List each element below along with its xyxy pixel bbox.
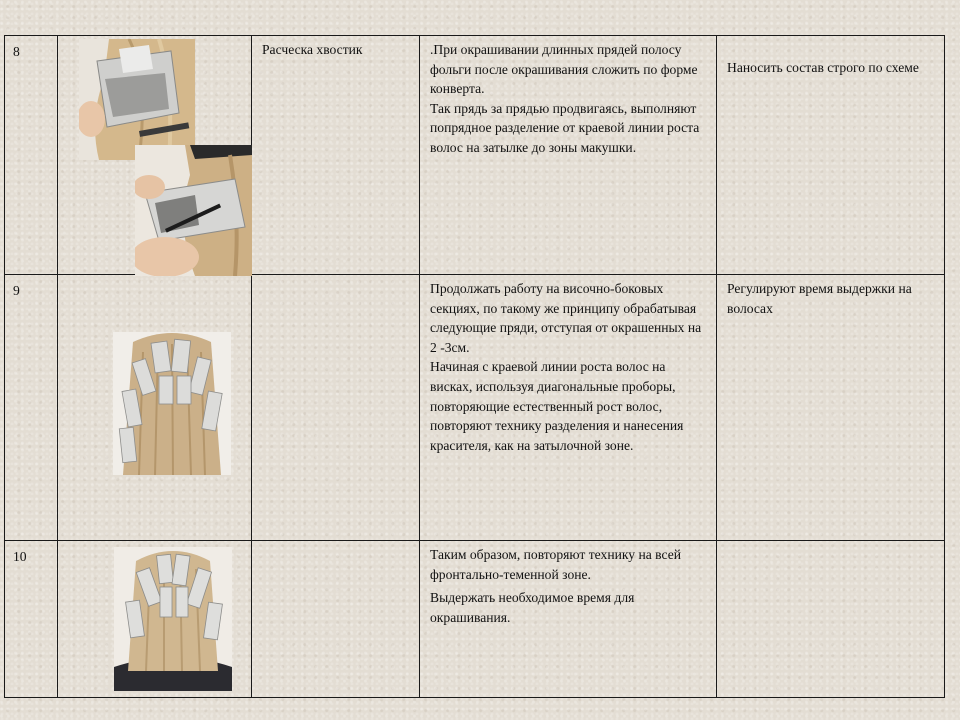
step-tool xyxy=(252,275,420,541)
description-paragraph: Выдержать необходимое время для окрашивания. xyxy=(430,590,635,625)
foils-back-photo xyxy=(113,332,231,475)
step-description xyxy=(420,275,717,541)
step-description xyxy=(420,36,717,275)
step-note xyxy=(717,541,945,698)
table-row xyxy=(5,541,945,698)
step-note: Наносить состав строго по схеме xyxy=(717,36,945,275)
step-number: 10 xyxy=(5,541,58,698)
step-number: 9 xyxy=(5,275,58,541)
step-number: 8 xyxy=(5,36,58,275)
description-paragraph: Начиная с краевой линии роста волос на висках, используя диагональные проборы, повторяющие естественный рост волос, повторяют технику разделения и нанесения красителя, как на затылочной зоне. xyxy=(430,359,684,453)
step-tool xyxy=(252,541,420,698)
step-image-cell xyxy=(58,541,252,698)
description-paragraph: .При окрашивании длинных прядей полосу фольги после окрашивания сложить по форме конверта. xyxy=(430,42,698,97)
step-note: Регулируют время выдержки на волосах xyxy=(717,275,945,541)
description-paragraph: Таким образом, повторяют технику на всей фронтально-теменной зоне. xyxy=(430,547,682,582)
foil-fold-photo xyxy=(135,145,252,276)
step-description xyxy=(420,541,717,698)
description-paragraph: Так прядь за прядью продвигаясь, выполняют попрядное разделение от краевой линии роста волос на затылке до зоны макушки. xyxy=(430,100,700,155)
table-row xyxy=(5,36,945,275)
step-image-cell xyxy=(58,36,252,275)
step-image-cell xyxy=(58,275,252,541)
procedure-table xyxy=(4,35,945,698)
table-row xyxy=(5,275,945,541)
step-tool: Расческа хвостик xyxy=(252,36,420,275)
foil-wrap-photo xyxy=(79,39,195,160)
foils-front-photo xyxy=(114,547,232,691)
description-paragraph: Продолжать работу на височно-боковых секциях, по такому же принципу обрабатывая следующие пряди, отступая от окрашенных на 2 -3см. xyxy=(430,281,702,355)
